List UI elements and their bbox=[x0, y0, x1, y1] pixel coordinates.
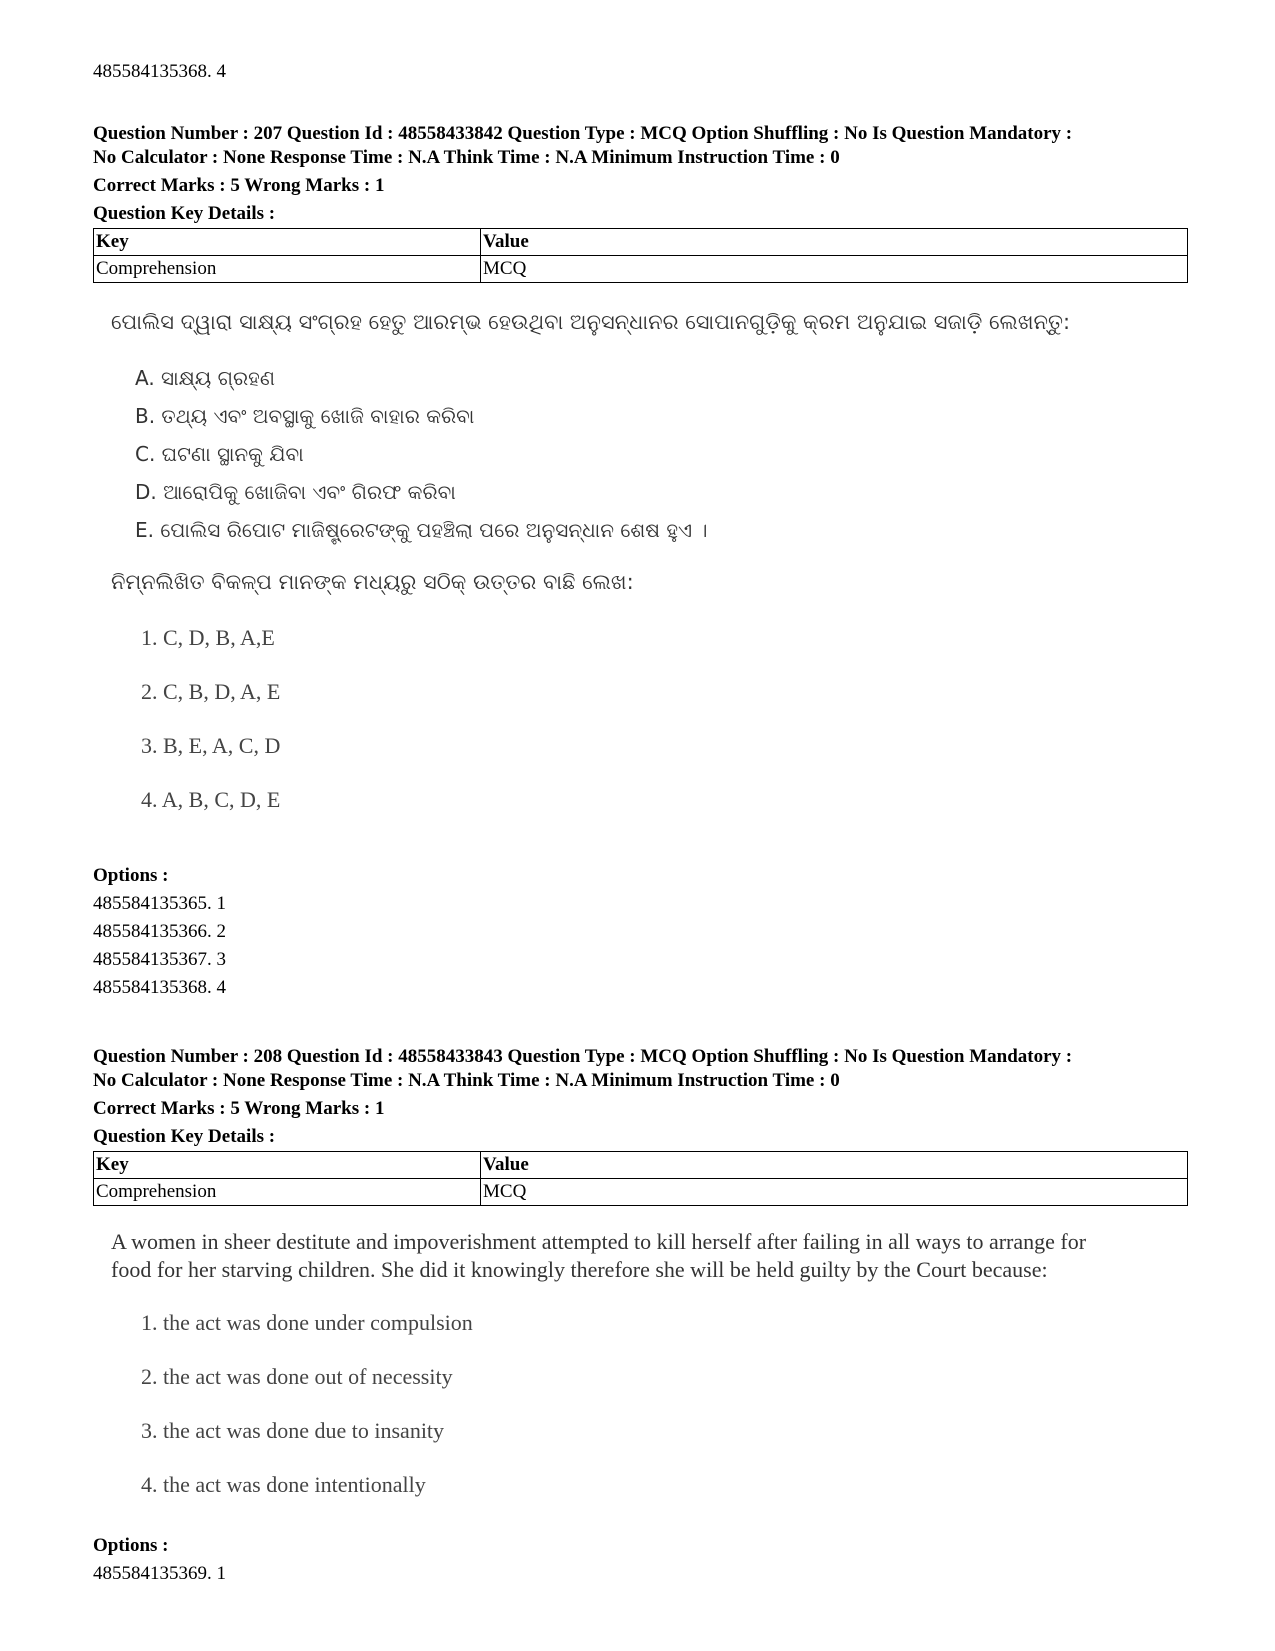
marks-line: Correct Marks : 5 Wrong Marks : 1 bbox=[93, 1098, 385, 1119]
table-cell-key: Comprehension bbox=[94, 1179, 481, 1206]
options-list bbox=[93, 890, 226, 1002]
key-details-table bbox=[93, 228, 1188, 283]
key-details-label: Question Key Details : bbox=[93, 1126, 276, 1147]
choice-item: 3. B, E, A, C, D bbox=[141, 733, 281, 758]
question-208 bbox=[93, 1045, 1188, 1512]
table-header-value: Value bbox=[481, 229, 1188, 256]
question-meta-line1: Question Number : 208 Question Id : 48558433843 Question Type : MCQ Option Shuffling : No Is Question Mandatory : bbox=[93, 1046, 1073, 1067]
option-item: 485584135366. 2 bbox=[93, 921, 226, 942]
table-cell-value: MCQ bbox=[481, 1179, 1188, 1206]
statement-item: D. ଆରୋପିକୁ ଖୋଜିବା ଏବଂ ଗିରଫ କରିବା bbox=[135, 480, 456, 504]
choice-list bbox=[93, 611, 1188, 827]
table-header-row bbox=[94, 229, 1188, 256]
choice-item: 4. the act was done intentionally bbox=[141, 1472, 426, 1497]
key-details-label: Question Key Details : bbox=[93, 203, 276, 224]
option-item: 485584135367. 3 bbox=[93, 949, 226, 970]
options-label: Options : bbox=[93, 865, 169, 886]
table-row bbox=[94, 1179, 1188, 1206]
table-header-key: Key bbox=[94, 1152, 481, 1179]
question-body bbox=[93, 1228, 1188, 1512]
statement-item: E. ପୋଲିସ ରିପୋଟ ମାଜିଷ୍ଟ୍ରେଟଙ୍କୁ ପହଞ୍ଚିଲା ପରେ ଅନୁସନ୍ଧାନ ଶେଷ ହୁଏ । bbox=[135, 518, 708, 542]
statement-list bbox=[93, 359, 1188, 549]
question-stem-line2: food for her starving children. She did it knowingly therefore she will be held guilty by the Court because: bbox=[111, 1257, 1048, 1282]
table-header-key: Key bbox=[94, 229, 481, 256]
table-cell-value: MCQ bbox=[481, 256, 1188, 283]
choice-list bbox=[93, 1296, 1188, 1512]
statement-item: C. ଘଟଣା ସ୍ଥାନକୁ ଯିବା bbox=[135, 442, 304, 466]
question-body bbox=[93, 307, 1188, 827]
key-details-table bbox=[93, 1151, 1188, 1206]
statement-item: B. ତଥ୍ୟ ଏବଂ ଅବସ୍ଥାକୁ ଖୋଜି ବାହାର କରିବା bbox=[135, 404, 475, 428]
table-cell-key: Comprehension bbox=[94, 256, 481, 283]
table-row bbox=[94, 256, 1188, 283]
options-label: Options : bbox=[93, 1535, 169, 1556]
choice-item: 2. the act was done out of necessity bbox=[141, 1364, 453, 1389]
choice-item: 2. C, B, D, A, E bbox=[141, 679, 281, 704]
marks-line: Correct Marks : 5 Wrong Marks : 1 bbox=[93, 175, 385, 196]
table-header-value: Value bbox=[481, 1152, 1188, 1179]
option-item: 485584135365. 1 bbox=[93, 893, 226, 914]
choice-item: 4. A, B, C, D, E bbox=[141, 787, 281, 812]
question-meta-line2: No Calculator : None Response Time : N.A Think Time : N.A Minimum Instruction Time : 0 bbox=[93, 147, 840, 168]
table-header-row bbox=[94, 1152, 1188, 1179]
choice-item: 3. the act was done due to insanity bbox=[141, 1418, 445, 1443]
question-stem: ପୋଲିସ ଦ୍ୱାରା ସାକ୍ଷ୍ୟ ସଂଗ୍ରହ ହେତୁ ଆରମ୍ଭ ହେଉଥିବା ଅନୁସନ୍ଧାନର ସୋପାନଗୁଡ଼ିକୁ କ୍ରମ ଅନୁଯାଇ ସଜାଡ଼ି ଲେଖନ୍ତୁ: bbox=[111, 310, 1071, 334]
option-item: 485584135368. 4 bbox=[93, 977, 226, 998]
statement-item: A. ସାକ୍ଷ୍ୟ ଗ୍ରହଣ bbox=[135, 366, 275, 390]
option-item: 485584135369. 1 bbox=[93, 1563, 226, 1584]
options-list bbox=[93, 1560, 226, 1588]
choice-item: 1. C, D, B, A,E bbox=[141, 625, 275, 650]
choice-item: 1. the act was done under compulsion bbox=[141, 1310, 473, 1335]
question-meta-line2: No Calculator : None Response Time : N.A Think Time : N.A Minimum Instruction Time : 0 bbox=[93, 1070, 840, 1091]
question-instruction: ନିମ୍ନଲିଖିତ ବିକଳ୍ପ ମାନଙ୍କ ମଧ୍ୟରୁ ସଠିକ୍ ଉତ୍ତର ବାଛି ଲେଖ: bbox=[111, 570, 634, 594]
question-stem-line1: A women in sheer destitute and impoverishment attempted to kill herself after failing in all ways to arrange for bbox=[111, 1229, 1087, 1254]
top-option-line: 485584135368. 4 bbox=[93, 61, 226, 82]
question-meta-line1: Question Number : 207 Question Id : 48558433842 Question Type : MCQ Option Shuffling : No Is Question Mandatory : bbox=[93, 123, 1073, 144]
question-207 bbox=[93, 122, 1188, 827]
